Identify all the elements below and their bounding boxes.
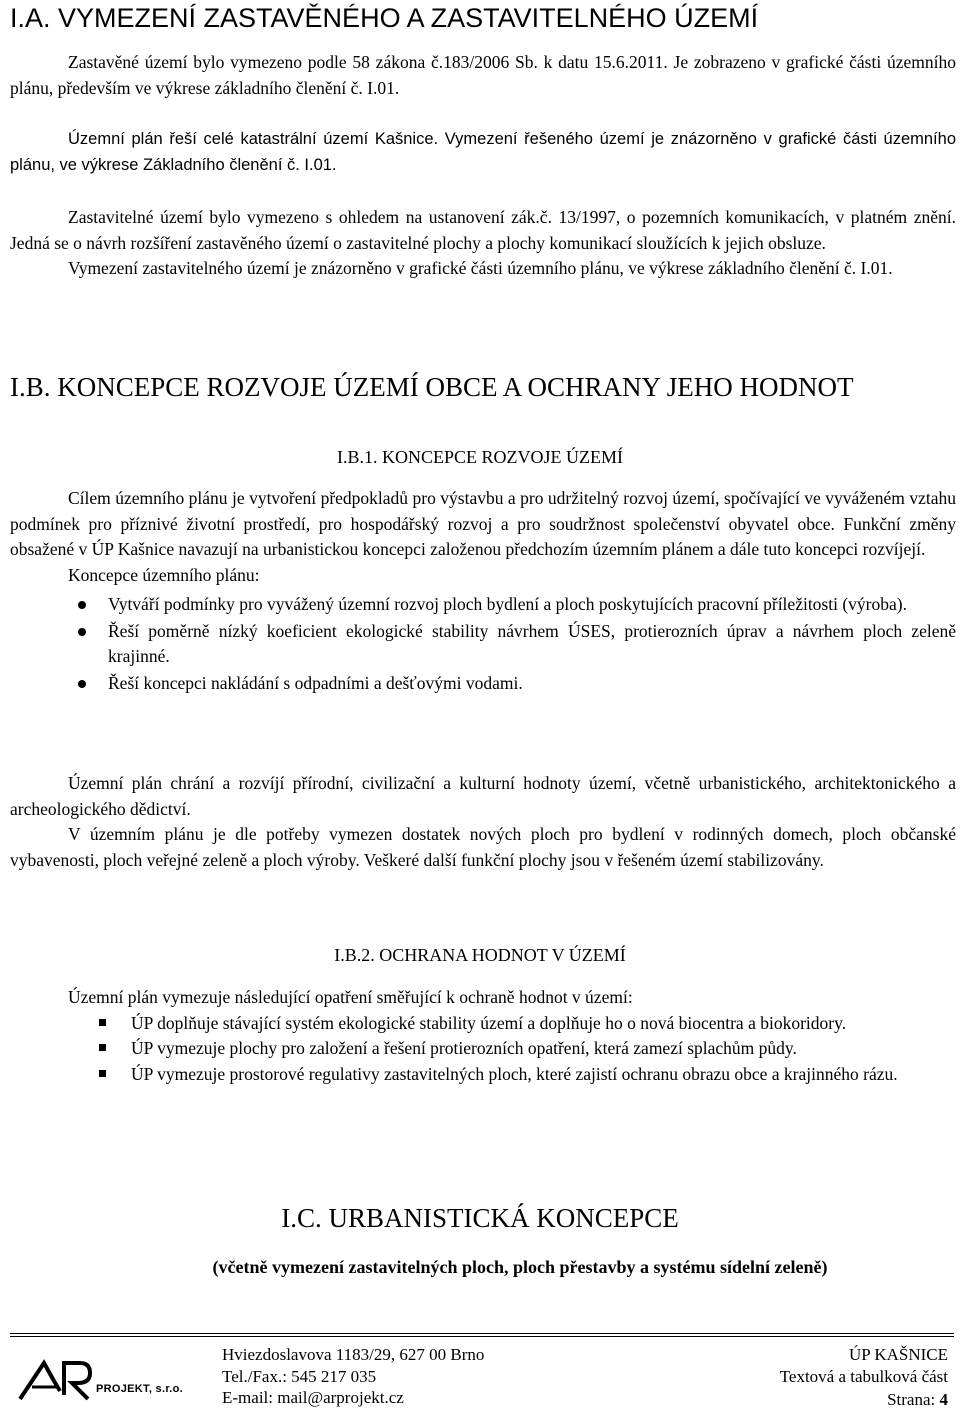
logo-company-name: PROJEKT, s.r.o. (96, 1383, 184, 1395)
footer-page (780, 1389, 948, 1411)
footer-address: Hviezdoslavova 1183/29, 627 00 Brno (222, 1345, 485, 1364)
footer-page-label: Strana: (887, 1390, 940, 1409)
footer-phone: Tel./Fax.: 545 217 035 (222, 1366, 377, 1386)
section-a-paragraph-4: Vymezení zastavitelného území je znázorněno v grafické části územního plánu, ve výkrese základního členění č. I.01. (68, 258, 893, 278)
list-item-text: Řeší poměrně nízký koeficient ekologické stability návrhem ÚSES, protierozních úprav a návrhem ploch zeleně krajinné. (108, 620, 956, 666)
footer-document-info (780, 1344, 948, 1411)
bullet-square-icon (99, 1019, 106, 1026)
section-b1-body-2 (10, 771, 956, 873)
section-a-p3-block (10, 205, 956, 282)
section-b1-heading: I.B.1. KONCEPCE ROZVOJE ÚZEMÍ (337, 447, 623, 467)
list-item-text: ÚP vymezuje prostorové regulativy zastavitelných ploch, které zajistí ochranu obrazu obce a krajinného rázu. (131, 1063, 898, 1084)
section-a-p2-block (10, 127, 956, 178)
list-item (0, 1036, 956, 1062)
list-item-text: Vytváří podmínky pro vyvážený územní rozvoj ploch bydlení a ploch poskytujících pracovní příležitosti (výroba). (108, 594, 907, 614)
section-a-p1-block (10, 50, 956, 101)
section-c-heading: I.C. URBANISTICKÁ KONCEPCE (281, 1203, 679, 1233)
list-item-text: Řeší koncepci nakládání s odpadními a dešťovými vodami. (108, 672, 523, 693)
list-item (0, 1011, 956, 1037)
section-b2-body (10, 985, 956, 1087)
section-b1-bullet-list (0, 592, 956, 696)
list-item (0, 592, 956, 618)
section-b1-paragraph-3: V územním plánu je dle potřeby vymezen dostatek nových ploch pro bydlení v rodinných domech, ploch občanské vybavenosti, ploch veřejné zeleně a ploch výroby. Veškeré další funkční plochy jsou v řešeném území stabilizovány. (10, 824, 956, 870)
bullet-dot-icon (78, 601, 86, 609)
section-a-heading: I.A. VYMEZENÍ ZASTAVĚNÉHO A ZASTAVITELNÉHO ÚZEMÍ (10, 3, 759, 33)
bullet-dot-icon (78, 628, 86, 636)
bullet-dot-icon (78, 680, 86, 688)
section-a-paragraph-2: Územní plán řeší celé katastrální území Kašnice. Vymezení řešeného území je znázorněno v grafické části územního plánu, ve výkrese Základního členění č. I.01. (10, 130, 956, 174)
section-b1-paragraph-1: Cílem územního plánu je vytvoření předpokladů pro výstavbu a pro udržitelný rozvoj území, spočívající ve vyváženém vztahu podmínek pro příznivé životní prostředí, pro hospodářský rozvoj a pro soudržnost společenství obyvatel obce. Funkční změny obsažené v ÚP Kašnice navazují na urbanistickou koncepci založenou předchozím územním plánem a dále tuto koncepci rozvíjejí. (10, 488, 956, 559)
section-b2-lead: Územní plán vymezuje následující opatření směřující k ochraně hodnot v území: (68, 987, 633, 1007)
section-a-paragraph-1: Zastavěné území bylo vymezeno podle 58 zákona č.183/2006 Sb. k datu 15.6.2011. Je zobrazeno v grafické části územního plánu, především ve výkrese základního členění č. I.01. (10, 52, 956, 98)
company-logo-icon (14, 1355, 194, 1405)
section-c-subheading: (včetně vymezení zastavitelných ploch, ploch přestavby a systému sídelní zeleně) (212, 1257, 828, 1277)
footer-email: E-mail: mail@arprojekt.cz (222, 1388, 404, 1407)
footer-contact (222, 1344, 484, 1409)
section-b1-lead: Koncepce územního plánu: (68, 564, 260, 585)
footer-divider-thin (10, 1336, 954, 1337)
list-item (0, 1062, 956, 1088)
footer-doc-part: Textová a tabulková část (779, 1366, 948, 1386)
list-item-text: ÚP doplňuje stávající systém ekologické stability území a doplňuje ho o nová biocentra a biokoridory. (131, 1012, 847, 1033)
section-b-heading: I.B. KONCEPCE ROZVOJE ÚZEMÍ OBCE A OCHRANY JEHO HODNOT (10, 372, 854, 402)
list-item (0, 619, 956, 670)
section-b1-paragraph-2: Územní plán chrání a rozvíjí přírodní, civilizační a kulturní hodnoty území, včetně urbanistického, architektonického a archeologického dědictví. (10, 773, 956, 819)
list-item (0, 671, 956, 697)
list-item-text: ÚP vymezuje plochy pro založení a řešení protierozních opatření, která zamezí splachům půdy. (131, 1038, 797, 1058)
footer-divider (10, 1333, 954, 1334)
section-b2-bullet-list (0, 1011, 956, 1088)
bullet-square-icon (99, 1044, 106, 1051)
footer-doc-title: ÚP KAŠNICE (848, 1345, 948, 1364)
bullet-square-icon (99, 1070, 106, 1077)
section-a-paragraph-3: Zastavitelné území bylo vymezeno s ohledem na ustanovení zák.č. 13/1997, o pozemních komunikacích, v platném znění. Jedná se o návrh rozšíření zastavěného území o zastavitelné plochy a plochy komunikací sloužících k jejich obsluze. (10, 207, 956, 253)
section-b1-body (10, 486, 956, 696)
footer-page-number: 4 (939, 1390, 948, 1409)
section-b2-heading: I.B.2. OCHRANA HODNOT V ÚZEMÍ (334, 945, 626, 965)
